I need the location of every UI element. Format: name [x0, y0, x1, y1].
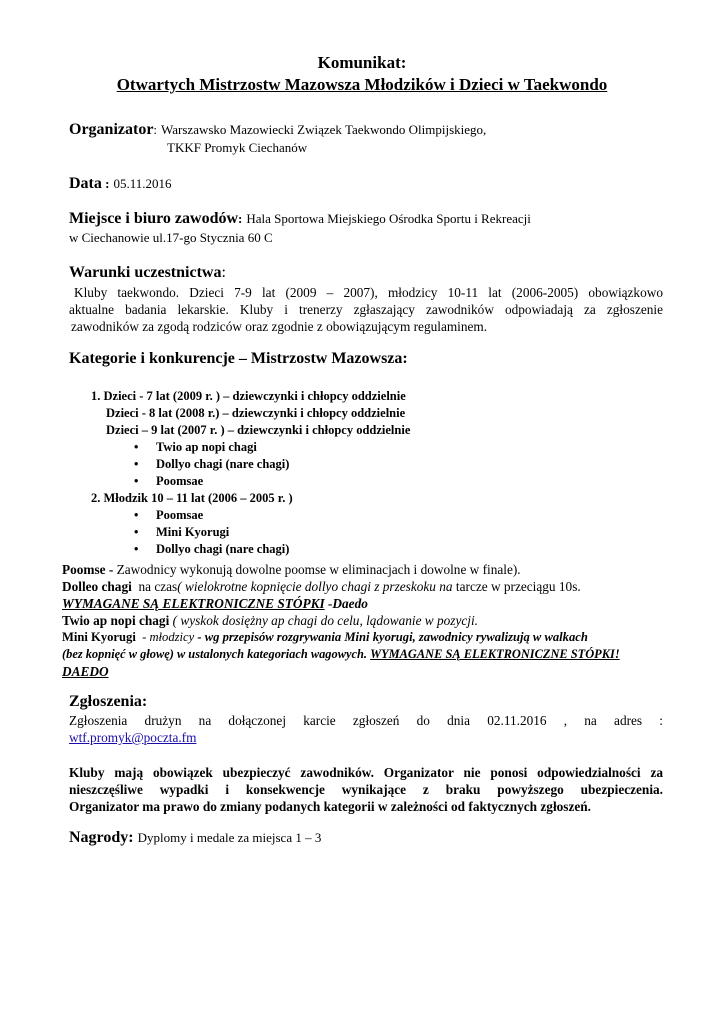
rule-twio — [62, 612, 478, 629]
rule-twio-label: Twio ap nopi chagi — [62, 613, 170, 628]
bullet-icon: • — [134, 525, 139, 539]
notice-line2: nieszczęśliwe wypadki i konsekwencje wynikające z braku powyższego ubezpieczenia. — [69, 782, 663, 797]
prizes-label: Nagrody — [69, 829, 129, 846]
prizes-colon: : — [128, 829, 134, 846]
rule-mini — [62, 629, 588, 646]
list-item-label: Poomsae — [156, 508, 204, 522]
list-item-label: Mini Kyorugi — [156, 525, 230, 539]
rule-poomse-label: Poomse - — [62, 562, 114, 577]
category-group1-line2: Dzieci - 8 lat (2008 r.) – dziewczynki i chłopcy oddzielnie — [106, 406, 406, 420]
organizer-label: Organizator — [69, 121, 154, 138]
organizer-line1: Warszawsko Mazowiecki Związek Taekwondo Olimpijskiego, — [161, 122, 487, 137]
list-item-label: Dollyo chagi (nare chagi) — [156, 542, 290, 556]
prizes-section — [69, 829, 321, 847]
category-group1-line1: 1. Dzieci - 7 lat (2009 r. ) – dziewczynki i chłopcy oddzielnie — [91, 389, 406, 403]
organizer-section — [69, 121, 486, 139]
rule-mini-line2 — [62, 646, 620, 663]
venue-section — [69, 210, 531, 228]
entries-text: Zgłoszenia drużyn na dołączonej karcie zgłoszeń do dnia 02.11.2016 , na adres : — [69, 713, 663, 728]
category-group1-line3: Dzieci – 9 lat (2007 r. ) – dziewczynki i chłopcy oddzielnie — [106, 423, 411, 437]
rule-poomse — [62, 561, 521, 578]
rule-dolleo-brand: -Daedo — [328, 596, 368, 611]
rule-mini-label: Mini Kyorugi — [62, 630, 136, 644]
rule-dolleo-text1: na czas — [138, 579, 178, 594]
list-item-label: Dollyo chagi (nare chagi) — [156, 457, 290, 471]
venue-colon: : — [238, 211, 243, 226]
rule-dolleo-req: WYMAGANE SĄ ELEKTRONICZNE STÓPKI — [62, 596, 325, 611]
rule-dolleo-requirement — [62, 595, 368, 612]
date-section — [69, 175, 172, 193]
rule-mini-text1: - młodzicy — [142, 630, 195, 644]
rule-dolleo — [62, 578, 581, 595]
venue-line1: Hala Sportowa Miejskiego Ośrodka Sportu i Rekreacji — [246, 211, 531, 226]
rule-mini-req: WYMAGANE SĄ ELEKTRONICZNE STÓPKI! — [370, 647, 620, 661]
notice-line3: Organizator ma prawo do zmiany podanych kategorii w zależności od faktycznych zgłoszeń. — [69, 799, 591, 814]
document-title: Komunikat: — [317, 53, 407, 72]
conditions-line3: zawodników za zgodą rodziców oraz zgodnie z obowiązującym regulaminem. — [71, 319, 488, 334]
bullet-icon: • — [134, 474, 139, 488]
rule-dolleo-label: Dolleo chagi — [62, 579, 132, 594]
rule-mini-text3: (bez kopnięć w głowę) w ustalonych kategoriach wagowych. — [62, 647, 367, 661]
date-value: 05.11.2016 — [113, 176, 172, 191]
list-item-label: Twio ap nopi chagi — [156, 440, 257, 454]
rule-dolleo-text3: tarcze w przeciągu 10s. — [455, 579, 581, 594]
bullet-icon: • — [134, 457, 139, 471]
document-subtitle: Otwartych Mistrzostw Mazowsza Młodzików i Dzieci w Taekwondo — [116, 75, 608, 94]
category-group2-line1: 2. Młodzik 10 – 11 lat (2006 – 2005 r. ) — [91, 491, 293, 505]
venue-label: Miejsce i biuro zawodów — [69, 210, 239, 227]
rule-mini-line3 — [62, 663, 109, 680]
bullet-icon: • — [134, 508, 139, 522]
list-item — [134, 525, 229, 540]
entries-label: Zgłoszenia: — [69, 693, 148, 710]
conditions-colon: : — [221, 264, 226, 281]
date-colon: : — [101, 176, 110, 191]
entries-email-link[interactable]: wtf.promyk@poczta.fm — [69, 730, 197, 745]
list-item-label: Poomsae — [156, 474, 204, 488]
conditions-line1: Kluby taekwondo. Dzieci 7-9 lat (2009 – 2007), młodzicy 10-11 lat (2006-2005) obowiązkowo — [74, 285, 663, 300]
list-item — [134, 457, 289, 472]
list-item — [134, 542, 289, 557]
categories-heading: Kategorie i konkurencje – Mistrzostw Mazowsza: — [69, 350, 408, 367]
list-item — [134, 508, 203, 523]
rule-twio-text: ( wyskok dosiężny ap chagi do celu, lądowanie w pozycji. — [172, 613, 478, 628]
conditions-line2: aktualne badania lekarskie. Kluby i trenerzy zgłaszający zawodników odpowiadają za zgłoszenie — [69, 302, 663, 317]
rule-mini-brand: DAEDO — [62, 664, 109, 679]
prizes-text: Dyplomy i medale za miejsca 1 – 3 — [137, 830, 322, 845]
bullet-icon: • — [134, 440, 139, 454]
entries-email-row — [69, 729, 196, 746]
date-label: Data — [69, 175, 102, 192]
rule-dolleo-text2: ( wielokrotne kopnięcie dollyo chagi z przeskoku na — [177, 579, 453, 594]
list-item — [134, 440, 257, 455]
notice-line1: Kluby mają obowiązek ubezpieczyć zawodników. Organizator nie ponosi odpowiedzialności za — [69, 765, 663, 780]
bullet-icon: • — [134, 542, 139, 556]
conditions-label: Warunki uczestnictwa — [69, 264, 222, 281]
rule-mini-text2: - wg przepisów rozgrywania Mini kyorugi, zawodnicy rywalizują w walkach — [197, 630, 588, 644]
conditions-heading — [69, 264, 226, 282]
list-item — [134, 474, 203, 489]
organizer-colon: : — [153, 122, 158, 137]
rule-poomse-text: Zawodnicy wykonują dowolne poomse w eliminacjach i dowolne w finale). — [116, 562, 521, 577]
organizer-line2: TKKF Promyk Ciechanów — [167, 140, 308, 155]
venue-line2: w Ciechanowie ul.17-go Stycznia 60 C — [69, 230, 273, 245]
